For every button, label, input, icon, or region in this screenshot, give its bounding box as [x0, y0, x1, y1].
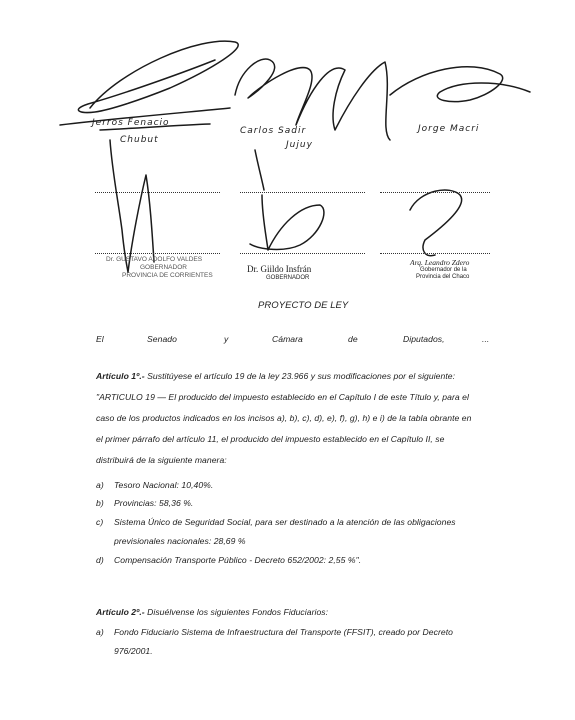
- list-item-marker: d): [96, 555, 104, 565]
- signature-right-stroke: [390, 67, 530, 102]
- preamble-word: ...: [482, 334, 490, 344]
- signature-middle-stroke-2: [250, 150, 324, 250]
- article1-heading: [96, 371, 455, 381]
- preamble-word: Diputados,: [403, 334, 445, 344]
- signature-line: [95, 253, 220, 254]
- article1-paragraph-line: caso de los productos indicados en los incisos a), b), c), d), e), f), g), h) e i) de la tabla obrante en: [96, 413, 472, 423]
- stamp-middle-title: GOBERNADOR: [266, 275, 310, 281]
- article1-intro: Sustitúyese el artículo 19 de la ley 23.966 y sus modificaciones por el siguiente:: [144, 371, 456, 381]
- list-item-text: 976/2001.: [114, 646, 153, 656]
- stamp-right-title1: Gobernador de la: [420, 267, 467, 273]
- preamble-word: Senado: [147, 334, 177, 344]
- list-item-marker: c): [96, 517, 104, 527]
- article1-paragraph-line: "ARTICULO 19 — El producido del impuesto establecido en el Capítulo I de este Título y, para el: [96, 392, 469, 402]
- article1-paragraph-line: distribuirá de la siguiente manera:: [96, 455, 227, 465]
- handwritten-name-middle-2: Jujuy: [286, 140, 313, 150]
- signature-left-stroke: [60, 41, 238, 130]
- signature-line: [95, 192, 220, 193]
- article1-label: Artículo 1º.-: [96, 371, 145, 381]
- signature-line: [240, 253, 365, 254]
- list-item-text: Tesoro Nacional: 10,40%.: [114, 480, 214, 490]
- stamp-left-line3: PROVINCIA DE CORRIENTES: [122, 272, 213, 279]
- list-item-text: previsionales nacionales: 28,69 %: [114, 536, 246, 546]
- list-item-text: Compensación Transporte Público - Decreto 652/2002: 2,55 %".: [114, 555, 362, 565]
- stamp-left-line1: Dr. GUSTAVO ADOLFO VALDES: [106, 256, 203, 263]
- signature-line: [380, 253, 490, 254]
- document-title: PROYECTO DE LEY: [258, 300, 349, 311]
- article1-paragraph-line: el primer párrafo del artículo 11, el producido del impuesto establecido en el Capítulo II, se: [96, 434, 445, 444]
- list-item-text: Provincias: 58,36 %.: [114, 498, 194, 508]
- signature-line: [380, 192, 490, 193]
- handwritten-name-left-1: Jerros Fenacio: [92, 118, 170, 128]
- preamble-word: El: [96, 334, 104, 344]
- list-item-marker: a): [96, 480, 104, 490]
- handwritten-name-left-2: Chubut: [120, 135, 159, 145]
- handwritten-name-right-1: Jorge Macri: [418, 124, 480, 134]
- stamp-right-name: Arq. Leandro Zdero: [410, 258, 470, 267]
- preamble-word: de: [348, 334, 358, 344]
- stamp-left-line2: GOBERNADOR: [140, 264, 187, 271]
- list-item-marker: b): [96, 498, 104, 508]
- article2-label: Artículo 2º.-: [96, 607, 145, 617]
- preamble-word: y: [224, 334, 229, 344]
- preamble-word: Cámara: [272, 334, 303, 344]
- article2-intro: Disuélvense los siguientes Fondos Fiduciarios:: [144, 607, 329, 617]
- list-item-marker: a): [96, 627, 104, 637]
- signature-right-stroke-2: [410, 190, 462, 256]
- list-item-text: Sistema Único de Seguridad Social, para ser destinado a la atención de las obligaciones: [114, 517, 456, 527]
- list-item-text: Fondo Fiduciario Sistema de Infraestructura del Transporte (FFSIT), creado por Decreto: [114, 627, 453, 637]
- stamp-right-title2: Provincia del Chaco: [416, 274, 470, 280]
- signature-line: [240, 192, 365, 193]
- handwritten-name-middle-1: Carlos Sadir: [240, 126, 307, 136]
- stamp-middle-name: Dr. Giildo Insfrán: [247, 264, 312, 274]
- article2-heading: [96, 607, 328, 617]
